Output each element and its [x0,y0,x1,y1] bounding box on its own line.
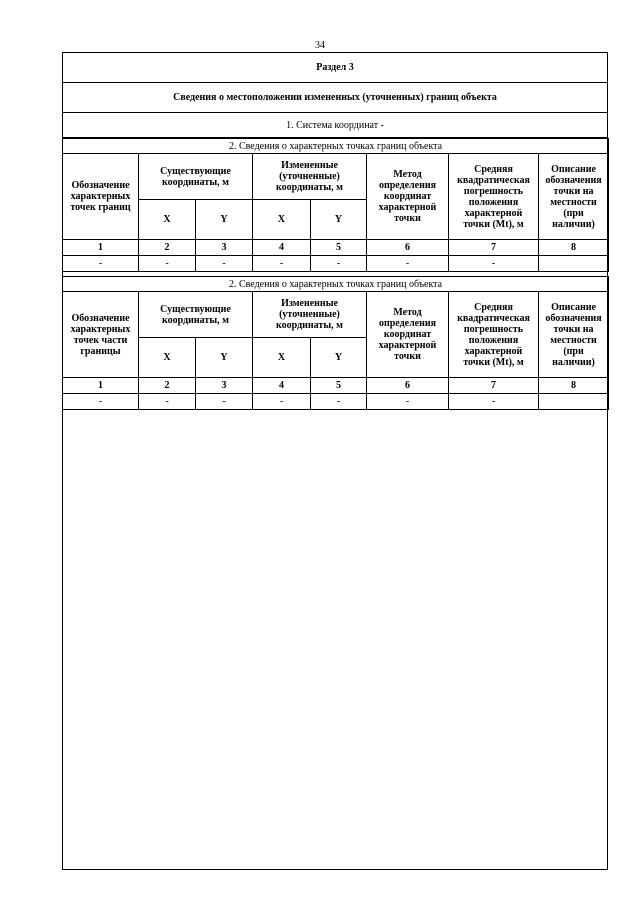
table-cell: - [253,256,311,272]
table-cell: - [196,394,253,410]
table-cell: - [449,256,539,272]
column-number: 4 [253,240,311,256]
table-caption-row [63,139,609,154]
header-x-changed: X [253,200,311,240]
table-cell: - [253,394,311,410]
coordinate-system: 1. Система координат - [62,113,608,138]
column-number: 6 [367,240,449,256]
column-number-row [63,378,609,394]
header-description: Описание обозначения точки на местности (при наличии) [539,154,609,240]
header-error: Средняя квадратическая погрешность положения характерной точки (Mt), м [449,154,539,240]
table-cell: - [367,394,449,410]
column-number: 3 [196,240,253,256]
column-number: 6 [367,378,449,394]
header-method: Метод определения координат характерной точки [367,154,449,240]
table-cell: - [63,256,139,272]
table-cell: - [367,256,449,272]
column-number: 7 [449,240,539,256]
table-cell: - [196,256,253,272]
header-existing-coords: Существующие координаты, м [139,292,253,338]
points-table-object [62,138,609,272]
table-caption: 2. Сведения о характерных точках границ объекта [63,139,609,154]
column-number: 2 [139,378,196,394]
column-number: 1 [63,378,139,394]
table-caption: 2. Сведения о характерных точках границ объекта [63,277,609,292]
table-row [63,256,609,272]
column-number: 5 [311,378,367,394]
table-cell: - [63,394,139,410]
header-y-existing: Y [196,200,253,240]
header-point-designation: Обозначение характерных точек части границы [63,292,139,378]
column-number: 4 [253,378,311,394]
header-changed-coords: Измененные (уточненные) координаты, м [253,292,367,338]
header-error: Средняя квадратическая погрешность положения характерной точки (Mt), м [449,292,539,378]
header-point-designation: Обозначение характерных точек границ [63,154,139,240]
column-number: 7 [449,378,539,394]
table-cell: - [139,256,196,272]
section-subtitle: Сведения о местоположении измененных (уточненных) границ объекта [62,83,608,113]
table-cell: - [139,394,196,410]
table-cell [539,394,609,410]
section-title: Раздел 3 [62,52,608,83]
column-number-row [63,240,609,256]
column-number: 5 [311,240,367,256]
header-x-changed: X [253,338,311,378]
header-existing-coords: Существующие координаты, м [139,154,253,200]
table-cell: - [449,394,539,410]
points-table-boundary-part [62,276,609,410]
header-method: Метод определения координат характерной точки [367,292,449,378]
header-x-existing: X [139,338,196,378]
header-y-changed: Y [311,200,367,240]
table-row [63,394,609,410]
header-y-changed: Y [311,338,367,378]
column-number: 3 [196,378,253,394]
table-cell: - [311,394,367,410]
table-cell: - [311,256,367,272]
header-y-existing: Y [196,338,253,378]
header-x-existing: X [139,200,196,240]
column-number: 8 [539,378,609,394]
column-number: 2 [139,240,196,256]
header-description: Описание обозначения точки на местности (при наличии) [539,292,609,378]
page-number: 34 [315,40,325,51]
column-number: 1 [63,240,139,256]
header-changed-coords: Измененные (уточненные) координаты, м [253,154,367,200]
table-cell [539,256,609,272]
column-number: 8 [539,240,609,256]
table-caption-row [63,277,609,292]
